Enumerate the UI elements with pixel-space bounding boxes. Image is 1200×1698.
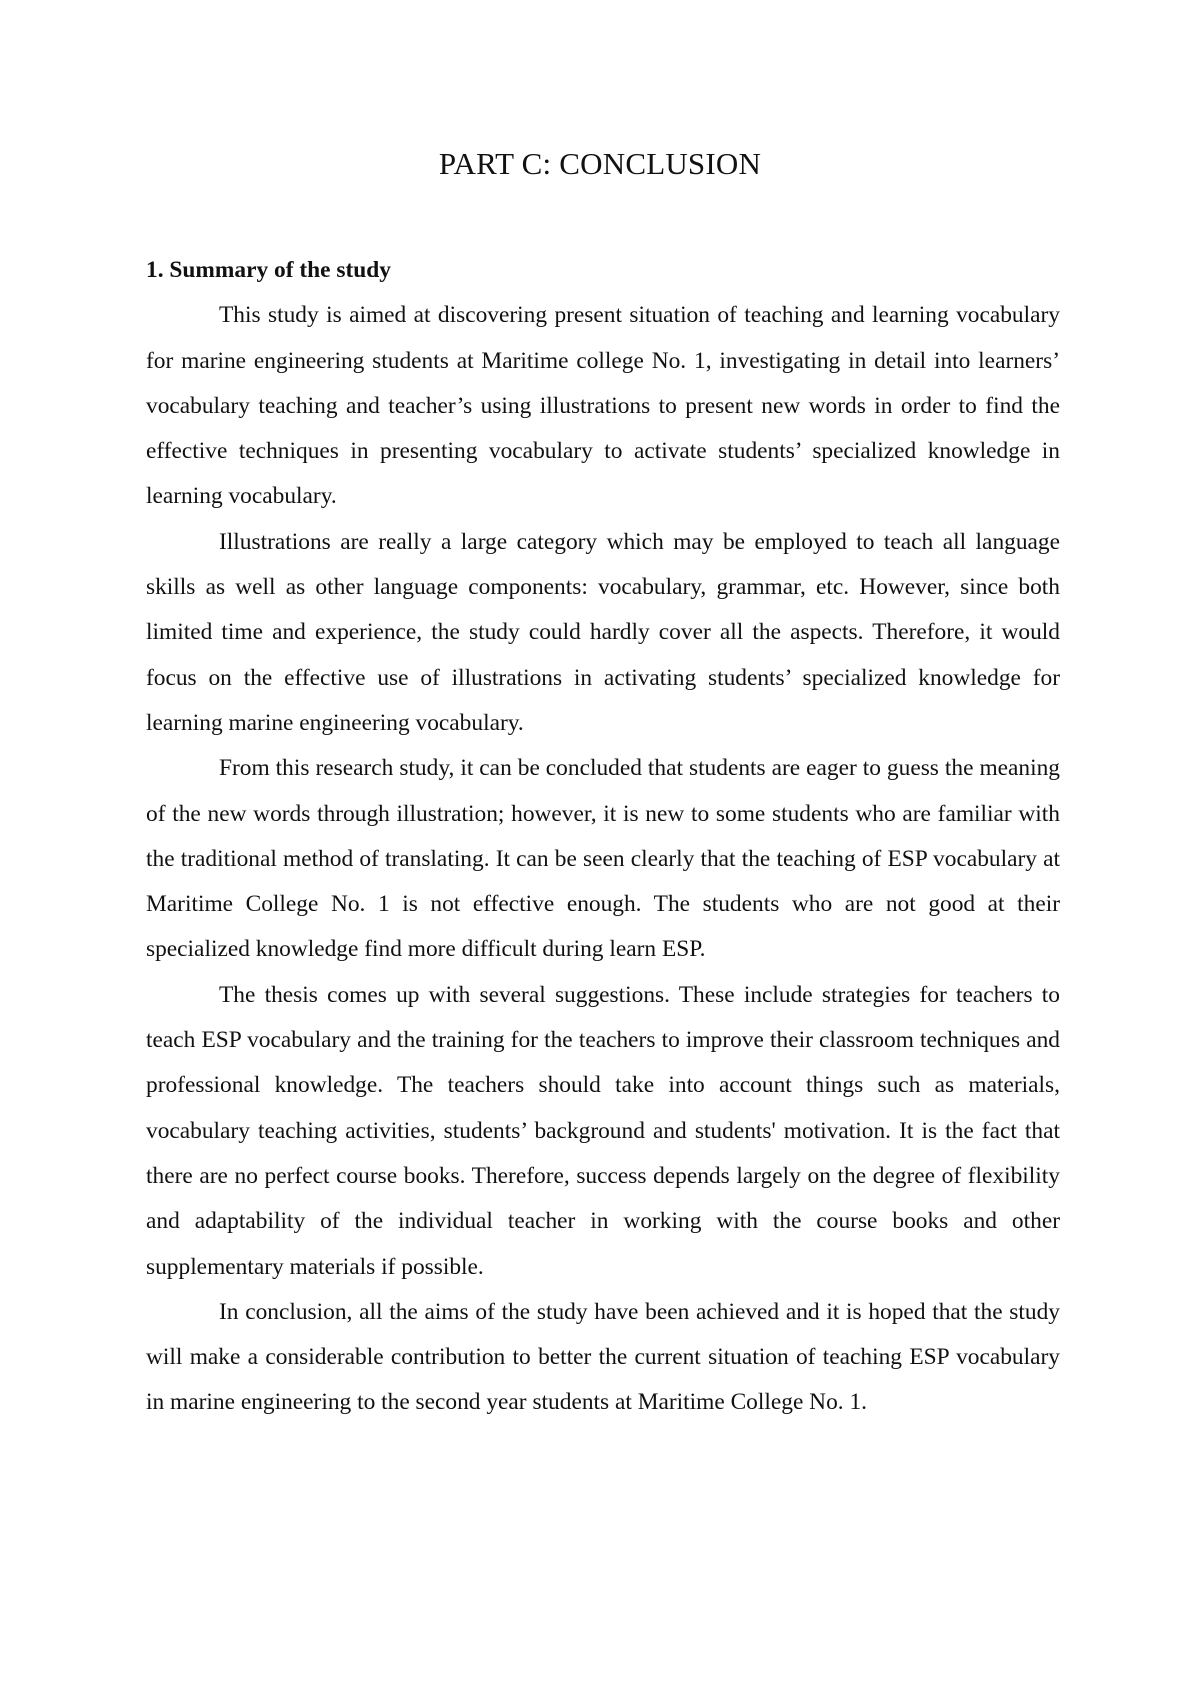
- section-heading: 1. Summary of the study: [146, 257, 391, 283]
- document-body: [146, 248, 1060, 1426]
- paragraph-4: The thesis comes up with several suggestions. These include strategies for teachers to teach ESP vocabulary and the training for the teachers to improve their classroom techniques and professional knowledge. The teachers should take into account things such as materials, vocabulary teaching activities, students’ background and students' motivation. It is the fact that there are no perfect course books. Therefore, success depends largely on the degree of flexibility and adaptability of the individual teacher in working with the course books and other supplementary materials if possible.: [146, 981, 1060, 1280]
- page-title: PART C: CONCLUSION: [438, 146, 762, 181]
- paragraph-3: From this research study, it can be concluded that students are eager to guess the meaning of the new words through illustration; however, it is new to some students who are familiar with the traditional method of translating. It can be seen clearly that the teaching of ESP vocabulary at Maritime College No. 1 is not effective enough. The students who are not good at their specialized knowledge find more difficult during learn ESP.: [146, 755, 1060, 963]
- paragraph-2: Illustrations are really a large category which may be employed to teach all language skills as well as other language components: vocabulary, grammar, etc. However, since both limited time and experience, the study could hardly cover all the aspects. Therefore, it would focus on the effective use of illustrations in activating students’ specialized knowledge for learning marine engineering vocabulary.: [146, 528, 1060, 736]
- paragraph-1: This study is aimed at discovering present situation of teaching and learning vocabulary for marine engineering students at Maritime college No. 1, investigating in detail into learners’ vocabulary teaching and teacher’s using illustrations to present new words in order to find the effective techniques in presenting vocabulary to activate students’ specialized knowledge in learning vocabulary.: [146, 302, 1060, 510]
- paragraph-5: In conclusion, all the aims of the study have been achieved and it is hoped that the study will make a considerable contribution to better the current situation of teaching ESP vocabulary in marine engineering to the second year students at Maritime College No. 1.: [146, 1298, 1060, 1416]
